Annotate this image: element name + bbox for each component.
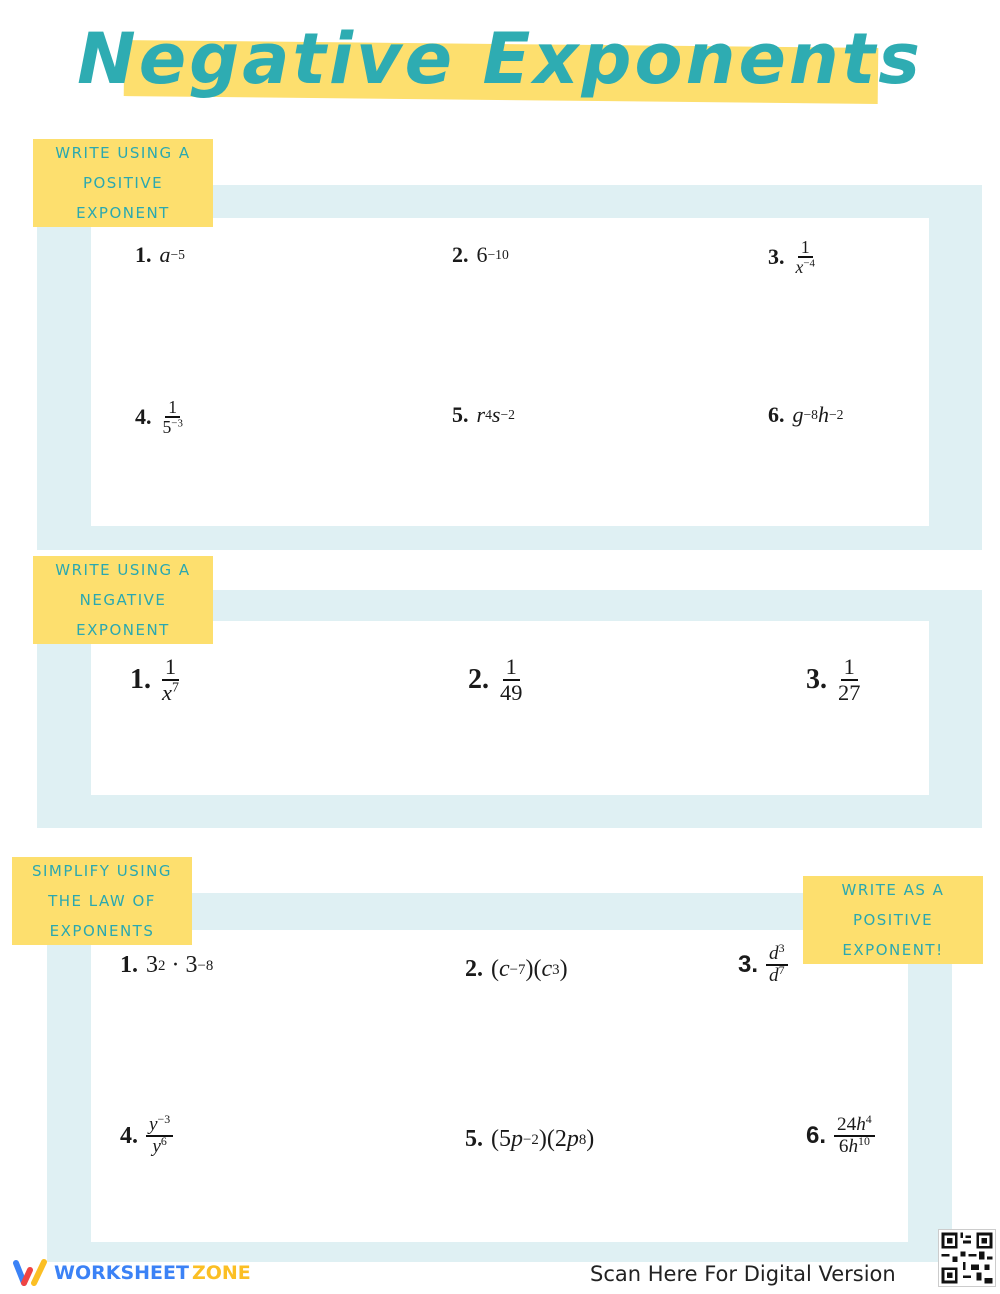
s2-problem-3 bbox=[806, 655, 863, 704]
base: a bbox=[159, 242, 171, 267]
tag-line: WRITE USING A bbox=[55, 144, 191, 162]
section-3-note-tag bbox=[803, 876, 983, 964]
tag-line: NEGATIVE bbox=[79, 591, 167, 609]
tag-line: POSITIVE bbox=[82, 174, 164, 192]
problem-number: 1. bbox=[120, 952, 138, 978]
s1-problem-4 bbox=[135, 398, 186, 437]
problem-number: 2. bbox=[452, 242, 469, 267]
worksheet-zone-logo-icon bbox=[12, 1258, 48, 1288]
s1-problem-2: 2. 6 −10 bbox=[452, 242, 509, 267]
problem-number: 3. bbox=[738, 951, 759, 979]
s3-problem-5: 5. (5 p −2 )(2 p 8 ) bbox=[465, 1126, 595, 1152]
problem-number: 2. bbox=[465, 956, 483, 982]
problem-number: 1. bbox=[130, 663, 151, 695]
problem-number: 4. bbox=[135, 404, 152, 430]
problem-number: 6. bbox=[806, 1122, 827, 1150]
fraction: $\frac{y^{-3}}{y^6}$ bbox=[146, 1115, 173, 1157]
fraction: $\frac{d^3}{d^7}$ bbox=[766, 944, 788, 986]
s1-problem-6: 6. g −8 h −2 bbox=[768, 402, 844, 427]
tag-line: EXPONENT bbox=[76, 204, 170, 222]
problem-number: 4. bbox=[120, 1122, 138, 1149]
fraction: $\frac{24h^4}{6h^{10}}$ bbox=[834, 1115, 875, 1157]
fraction: $\frac{1}{x^{-4}}$ bbox=[795, 237, 815, 278]
s2-problem-1 bbox=[130, 655, 182, 704]
brand-name-part2: ZONE bbox=[191, 1262, 251, 1284]
base: 6 bbox=[476, 242, 488, 267]
fraction: $\frac{1}{49}$ bbox=[500, 654, 523, 705]
problem-number: 2. bbox=[468, 663, 489, 695]
tag-line: EXPONENT bbox=[76, 621, 170, 639]
section-2-instruction-tag bbox=[33, 556, 213, 644]
problem-number: 5. bbox=[452, 402, 469, 427]
note-line: POSITIVE bbox=[852, 911, 934, 929]
scan-instruction: Scan Here For Digital Version bbox=[590, 1262, 896, 1286]
qr-code-icon bbox=[939, 1230, 995, 1286]
s1-problem-3 bbox=[768, 238, 818, 277]
s3-problem-6 bbox=[806, 1111, 875, 1158]
note-line: EXPONENT! bbox=[842, 941, 944, 959]
problem-number: 5. bbox=[465, 1126, 483, 1152]
problem-number: 3. bbox=[806, 663, 827, 695]
section-3-instruction-tag bbox=[12, 857, 192, 945]
note-line: WRITE AS A bbox=[841, 881, 945, 899]
qr-code[interactable] bbox=[938, 1229, 996, 1287]
s3-problem-2: 2. ( c −7 )( c 3 ) bbox=[465, 956, 568, 982]
brand-logo[interactable] bbox=[12, 1258, 251, 1288]
fraction: $\frac{1}{27}$ bbox=[838, 654, 861, 705]
section-1-instruction-tag bbox=[33, 139, 213, 227]
tag-line: WRITE USING A bbox=[55, 561, 191, 579]
s1-problem-5: 5. r 4 s −2 bbox=[452, 402, 515, 427]
problem-number: 1. bbox=[135, 242, 152, 267]
problem-number: 3. bbox=[768, 244, 785, 270]
fraction: $\frac{1}{5^{-3}}$ bbox=[162, 397, 183, 438]
tag-line: THE LAW OF bbox=[48, 892, 156, 910]
page-title: Negative Exponents bbox=[77, 18, 923, 100]
s2-problem-2 bbox=[468, 655, 525, 704]
tag-line: SIMPLIFY USING bbox=[31, 862, 173, 880]
fraction: $\frac{1}{x^7}$ bbox=[162, 654, 179, 705]
section-2-panel bbox=[91, 621, 929, 795]
s3-problem-1: 1. 3 2 · 3 −8 bbox=[120, 952, 214, 978]
s3-problem-3 bbox=[738, 940, 788, 987]
tag-line: EXPONENTS bbox=[49, 922, 155, 940]
problem-number: 6. bbox=[768, 402, 785, 427]
s1-problem-1: 1. a −5 bbox=[135, 242, 185, 267]
s3-problem-4 bbox=[120, 1111, 173, 1158]
brand-name-part1: WORKSHEET bbox=[54, 1262, 189, 1284]
